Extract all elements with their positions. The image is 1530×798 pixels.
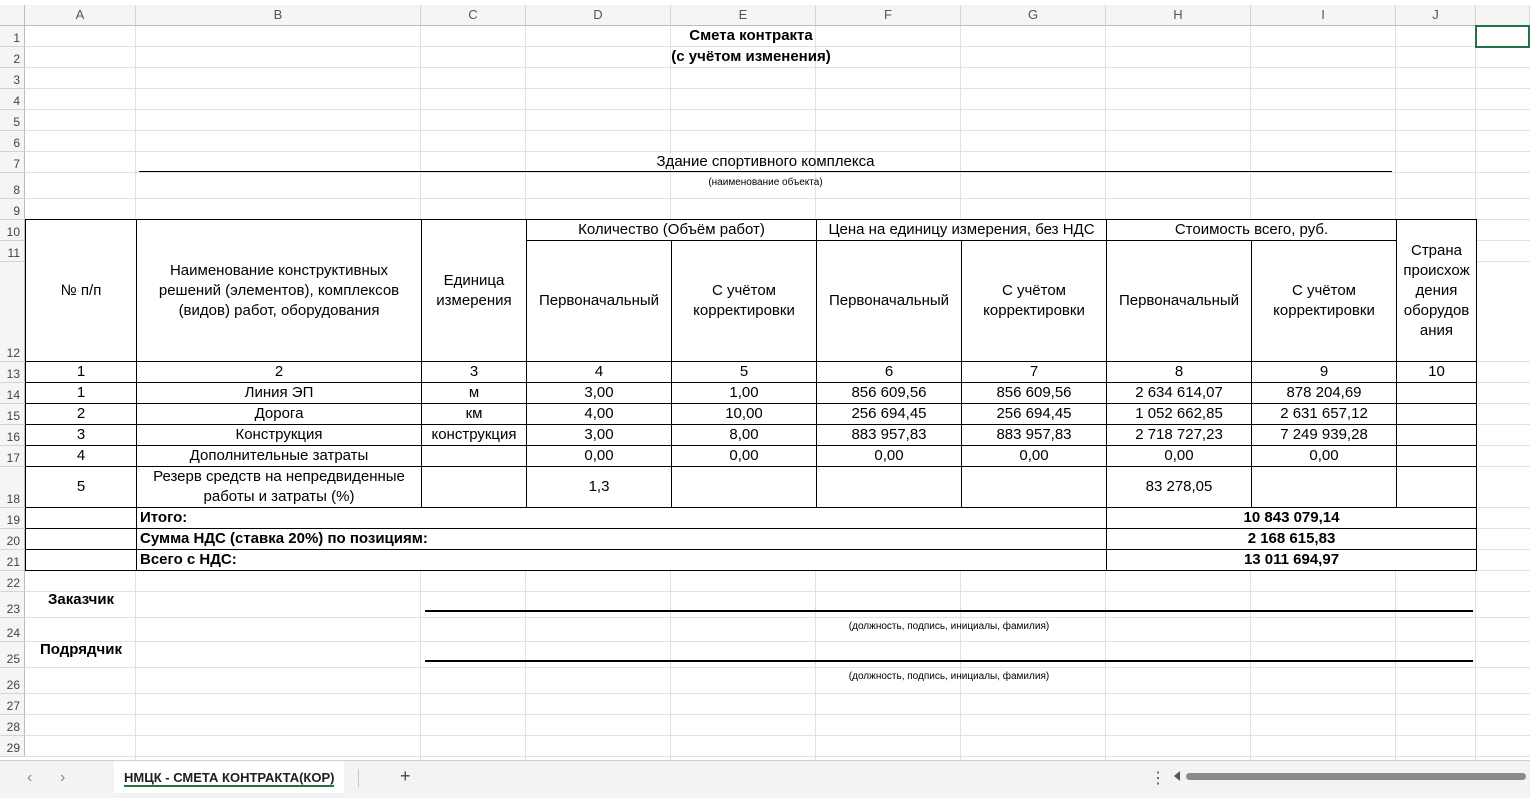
row-header-16[interactable]: 16 [0, 425, 25, 446]
item-num-text: 3 [76, 426, 86, 443]
item-country[interactable] [1396, 382, 1477, 404]
column-number-text: 9 [1319, 363, 1329, 380]
totals-num[interactable] [25, 507, 137, 529]
row-header-24[interactable]: 24 [0, 618, 25, 642]
item-num-text: 1 [76, 384, 86, 401]
header-cost-group[interactable] [1106, 219, 1397, 241]
contractor-label-text: Подрядчик [40, 640, 122, 658]
reserve-name-text: Резерв средств на непредвиденные работы и затраты (%) [153, 468, 405, 505]
row-header-14[interactable]: 14 [0, 383, 25, 404]
header-unit[interactable] [421, 219, 527, 362]
item-qty-adjusted[interactable] [671, 424, 817, 446]
item-cost-adjusted-text: 2 631 657,12 [1280, 405, 1368, 422]
item-price-initial-text: 883 957,83 [851, 426, 927, 443]
object-name-text: Здание спортивного комплекса [656, 152, 875, 170]
column-header-f[interactable]: F [816, 5, 961, 26]
totals-vat-value[interactable] [1106, 528, 1477, 550]
column-header-c[interactable]: C [421, 5, 526, 26]
row-header-27[interactable]: 27 [0, 694, 25, 715]
column-header-extra[interactable] [1476, 5, 1530, 26]
doc-title-text: Смета контракта [689, 27, 813, 44]
item-num[interactable] [25, 445, 137, 467]
item-qty-adjusted[interactable] [671, 445, 817, 467]
reserve-num-text: 5 [76, 478, 86, 495]
item-cost-initial-text: 1 052 662,85 [1135, 405, 1223, 422]
row-header-9[interactable]: 9 [0, 199, 25, 220]
row-header-29[interactable]: 29 [0, 736, 25, 757]
item-unit-text: м [468, 384, 480, 401]
sheet-tab-bar [0, 760, 1530, 798]
header-qty-group[interactable] [526, 219, 817, 241]
column-header-a[interactable]: A [25, 5, 136, 26]
column-number-text: 8 [1174, 363, 1184, 380]
column-number[interactable] [136, 361, 422, 383]
object-caption-text: (наименование объекта) [708, 177, 823, 188]
customer-signature-line[interactable] [425, 610, 1473, 612]
item-num-text: 2 [76, 405, 86, 422]
row-header-26[interactable]: 26 [0, 668, 25, 694]
item-price-adjusted[interactable] [961, 403, 1107, 425]
reserve-country[interactable] [1396, 466, 1477, 508]
row-header-1[interactable]: 1 [0, 26, 25, 47]
item-qty-initial[interactable] [526, 445, 672, 467]
item-price-adjusted[interactable] [961, 445, 1107, 467]
item-cost-initial[interactable] [1106, 445, 1252, 467]
item-qty-initial[interactable] [526, 424, 672, 446]
header-sub-initial[interactable] [1106, 240, 1252, 362]
item-price-adjusted-text: 0,00 [1019, 447, 1049, 464]
item-unit[interactable] [421, 445, 527, 467]
item-num-text: 4 [76, 447, 86, 464]
item-name[interactable] [136, 445, 422, 467]
item-cost-initial[interactable] [1106, 424, 1252, 446]
row-header-12[interactable]: 12 [0, 262, 25, 362]
object-name[interactable] [139, 152, 1392, 172]
column-number[interactable] [526, 361, 672, 383]
item-price-initial[interactable] [816, 382, 962, 404]
item-name-text: Дорога [254, 405, 304, 422]
column-number-text: 10 [1428, 363, 1445, 380]
column-number-text: 4 [594, 363, 604, 380]
contractor-signature-line[interactable] [425, 660, 1473, 662]
header-sub-adjusted-text: С учётом корректировки [1273, 282, 1375, 319]
column-header-j[interactable]: J [1396, 5, 1476, 26]
header-sub-initial-text: Первоначальный [828, 292, 950, 309]
item-unit-text: конструкция [431, 426, 517, 443]
item-name[interactable] [136, 403, 422, 425]
header-sub-adjusted-text: С учётом корректировки [693, 282, 795, 319]
totals-grand-value[interactable] [1106, 549, 1477, 571]
column-header-d[interactable]: D [526, 5, 671, 26]
column-header-g[interactable]: G [961, 5, 1106, 26]
item-price-adjusted-text: 256 694,45 [996, 405, 1072, 422]
item-unit[interactable] [421, 424, 527, 446]
reserve-cost-adjusted[interactable] [1251, 466, 1397, 508]
item-cost-initial-text: 2 718 727,23 [1135, 426, 1223, 443]
column-number[interactable] [1106, 361, 1252, 383]
reserve-qty[interactable] [526, 466, 672, 508]
plus-icon[interactable]: + [400, 766, 411, 786]
row-header-2[interactable]: 2 [0, 47, 25, 68]
column-number-text: 1 [76, 363, 86, 380]
totals-num[interactable] [25, 528, 137, 550]
row-header-22[interactable]: 22 [0, 571, 25, 592]
header-sub-adjusted[interactable] [961, 240, 1107, 362]
item-country[interactable] [1396, 424, 1477, 446]
item-price-initial-text: 856 609,56 [851, 384, 927, 401]
item-name-text: Конструкция [235, 426, 323, 443]
item-price-initial-text: 0,00 [874, 447, 904, 464]
item-qty-initial[interactable] [526, 382, 672, 404]
contractor-caption-text: (должность, подпись, инициалы, фамилия) [848, 671, 1050, 682]
contractor-label[interactable] [25, 636, 137, 663]
item-qty-initial-text: 0,00 [584, 447, 614, 464]
doc-title[interactable] [25, 25, 1477, 47]
row-header-10[interactable]: 10 [0, 220, 25, 241]
totals-vat-label-text: Сумма НДС (ставка 20%) по позициям: [140, 530, 428, 547]
item-qty-adjusted-text: 8,00 [729, 426, 759, 443]
header-cost-group-text: Стоимость всего, руб. [1174, 221, 1329, 238]
totals-total-value[interactable] [1106, 507, 1477, 529]
item-qty-initial-text: 3,00 [584, 384, 614, 401]
customer-caption-text: (должность, подпись, инициалы, фамилия) [848, 621, 1050, 632]
item-price-adjusted-text: 883 957,83 [996, 426, 1072, 443]
row-header-18[interactable]: 18 [0, 467, 25, 508]
horizontal-scrollbar[interactable] [1186, 773, 1526, 780]
reserve-cost[interactable] [1106, 466, 1252, 508]
scroll-left-arrow-icon[interactable] [1174, 771, 1180, 781]
item-name-text: Дополнительные затраты [189, 447, 369, 464]
item-price-adjusted-text: 856 609,56 [996, 384, 1072, 401]
item-cost-adjusted[interactable] [1251, 382, 1397, 404]
customer-label[interactable] [25, 586, 137, 613]
item-country[interactable] [1396, 445, 1477, 467]
reserve-unit[interactable] [421, 466, 527, 508]
reserve-qty-text: 1,3 [588, 478, 610, 495]
row-header-7[interactable]: 7 [0, 152, 25, 173]
row-header-15[interactable]: 15 [0, 404, 25, 425]
reserve-num[interactable] [25, 466, 137, 508]
item-name[interactable] [136, 424, 422, 446]
column-number-text: 6 [884, 363, 894, 380]
totals-vat-label[interactable] [136, 528, 1107, 550]
item-cost-adjusted-text: 0,00 [1309, 447, 1339, 464]
row-header-3[interactable]: 3 [0, 68, 25, 89]
column-number[interactable] [421, 361, 527, 383]
header-sub-initial[interactable] [526, 240, 672, 362]
item-qty-adjusted[interactable] [671, 403, 817, 425]
totals-total-label[interactable] [136, 507, 1107, 529]
header-qty-group-text: Количество (Объём работ) [578, 221, 765, 238]
row-header-13[interactable]: 13 [0, 362, 25, 383]
row-header-20[interactable]: 20 [0, 529, 25, 550]
row-header-21[interactable]: 21 [0, 550, 25, 571]
item-name[interactable] [136, 382, 422, 404]
totals-num[interactable] [25, 549, 137, 571]
item-cost-adjusted-text: 878 204,69 [1286, 384, 1362, 401]
row-header-8[interactable]: 8 [0, 173, 25, 199]
item-cost-adjusted[interactable] [1251, 445, 1397, 467]
totals-total-value-text: 10 843 079,14 [1243, 509, 1340, 526]
item-unit[interactable] [421, 382, 527, 404]
header-name[interactable] [136, 219, 422, 362]
header-sub-initial-text: Первоначальный [538, 292, 660, 309]
item-price-initial[interactable] [816, 445, 962, 467]
row-header-11[interactable]: 11 [0, 241, 25, 262]
selected-cell[interactable] [1475, 25, 1530, 48]
chevron-left-icon[interactable]: ‹ [27, 769, 33, 786]
column-header-h[interactable]: H [1106, 5, 1251, 26]
header-price-group[interactable] [816, 219, 1107, 241]
totals-vat-value-text: 2 168 615,83 [1247, 530, 1336, 547]
item-cost-initial-text: 2 634 614,07 [1135, 384, 1223, 401]
item-cost-initial-text: 0,00 [1164, 447, 1194, 464]
row-header-4[interactable]: 4 [0, 89, 25, 110]
row-header-5[interactable]: 5 [0, 110, 25, 131]
item-qty-initial[interactable] [526, 403, 672, 425]
item-country[interactable] [1396, 403, 1477, 425]
item-cost-adjusted-text: 7 249 939,28 [1280, 426, 1368, 443]
row-header-25[interactable]: 25 [0, 642, 25, 668]
row-header-17[interactable]: 17 [0, 446, 25, 467]
item-price-initial[interactable] [816, 403, 962, 425]
header-sub-adjusted[interactable] [671, 240, 817, 362]
row-header-23[interactable]: 23 [0, 592, 25, 618]
column-header-b[interactable]: B [136, 5, 421, 26]
totals-grand-label-text: Всего с НДС: [140, 551, 237, 568]
item-name-text: Линия ЭП [244, 384, 314, 401]
reserve-name[interactable] [136, 466, 422, 508]
doc-subtitle[interactable] [25, 46, 1477, 68]
item-price-initial-text: 256 694,45 [851, 405, 927, 422]
header-sub-initial[interactable] [816, 240, 962, 362]
item-unit-text: км [465, 405, 483, 422]
column-number[interactable] [25, 361, 137, 383]
column-number-text: 5 [739, 363, 749, 380]
column-header-e[interactable]: E [671, 5, 816, 26]
column-number-text: 2 [274, 363, 284, 380]
column-number-text: 3 [469, 363, 479, 380]
chevron-right-icon[interactable]: › [60, 769, 66, 786]
header-country-text: Страна происхож дения оборудов ания [1403, 241, 1470, 339]
item-qty-adjusted-text: 0,00 [729, 447, 759, 464]
column-number[interactable] [1396, 361, 1477, 383]
item-cost-initial[interactable] [1106, 403, 1252, 425]
column-number[interactable] [671, 361, 817, 383]
column-number-text: 7 [1029, 363, 1039, 380]
row-header-28[interactable]: 28 [0, 715, 25, 736]
item-num[interactable] [25, 403, 137, 425]
select-all-corner[interactable] [0, 5, 25, 26]
totals-total-label-text: Итого: [140, 509, 188, 526]
item-qty-adjusted-text: 10,00 [725, 405, 763, 422]
column-number[interactable] [961, 361, 1107, 383]
object-caption [139, 175, 1392, 191]
header-sub-adjusted[interactable] [1251, 240, 1397, 362]
row-header-19[interactable]: 19 [0, 508, 25, 529]
header-num[interactable] [25, 219, 137, 362]
vertical-ellipsis-icon[interactable]: ⋮ [1150, 770, 1166, 787]
item-qty-initial-text: 4,00 [584, 405, 614, 422]
reserve-price-adjusted[interactable] [961, 466, 1107, 508]
item-qty-adjusted-text: 1,00 [729, 384, 759, 401]
item-unit[interactable] [421, 403, 527, 425]
header-country[interactable] [1396, 219, 1477, 362]
reserve-cost-text: 83 278,05 [1145, 478, 1213, 495]
column-number[interactable] [816, 361, 962, 383]
customer-label-text: Заказчик [47, 590, 115, 608]
item-price-initial[interactable] [816, 424, 962, 446]
item-price-adjusted[interactable] [961, 382, 1107, 404]
doc-subtitle-text: (с учётом изменения) [671, 48, 831, 65]
item-qty-initial-text: 3,00 [584, 426, 614, 443]
contractor-caption [425, 669, 1473, 685]
column-header-i[interactable]: I [1251, 5, 1396, 26]
totals-grand-value-text: 13 011 694,97 [1243, 551, 1340, 568]
customer-caption [425, 619, 1473, 635]
item-num[interactable] [25, 382, 137, 404]
totals-grand-label[interactable] [136, 549, 1107, 571]
header-sub-adjusted-text: С учётом корректировки [983, 282, 1085, 319]
item-price-adjusted[interactable] [961, 424, 1107, 446]
header-unit-text: Единица измерения [436, 271, 512, 309]
item-cost-initial[interactable] [1106, 382, 1252, 404]
reserve-price[interactable] [816, 466, 962, 508]
header-num-text: № п/п [60, 281, 102, 299]
sheet-tab-active[interactable] [114, 761, 344, 793]
column-number[interactable] [1251, 361, 1397, 383]
item-num[interactable] [25, 424, 137, 446]
row-header-6[interactable]: 6 [0, 131, 25, 152]
header-price-group-text: Цена на единицу измерения, без НДС [828, 221, 1095, 238]
item-cost-adjusted[interactable] [1251, 403, 1397, 425]
header-sub-initial-text: Первоначальный [1118, 292, 1240, 309]
item-cost-adjusted[interactable] [1251, 424, 1397, 446]
sheet-tab-label: НМЦК - СМЕТА КОНТРАКТА(КОР) [124, 769, 335, 785]
item-qty-adjusted[interactable] [671, 382, 817, 404]
header-name-text: Наименование конструктивных решений (элементов), комплексов (видов) работ, оборудования [158, 261, 400, 319]
reserve-qty-adjusted[interactable] [671, 466, 817, 508]
